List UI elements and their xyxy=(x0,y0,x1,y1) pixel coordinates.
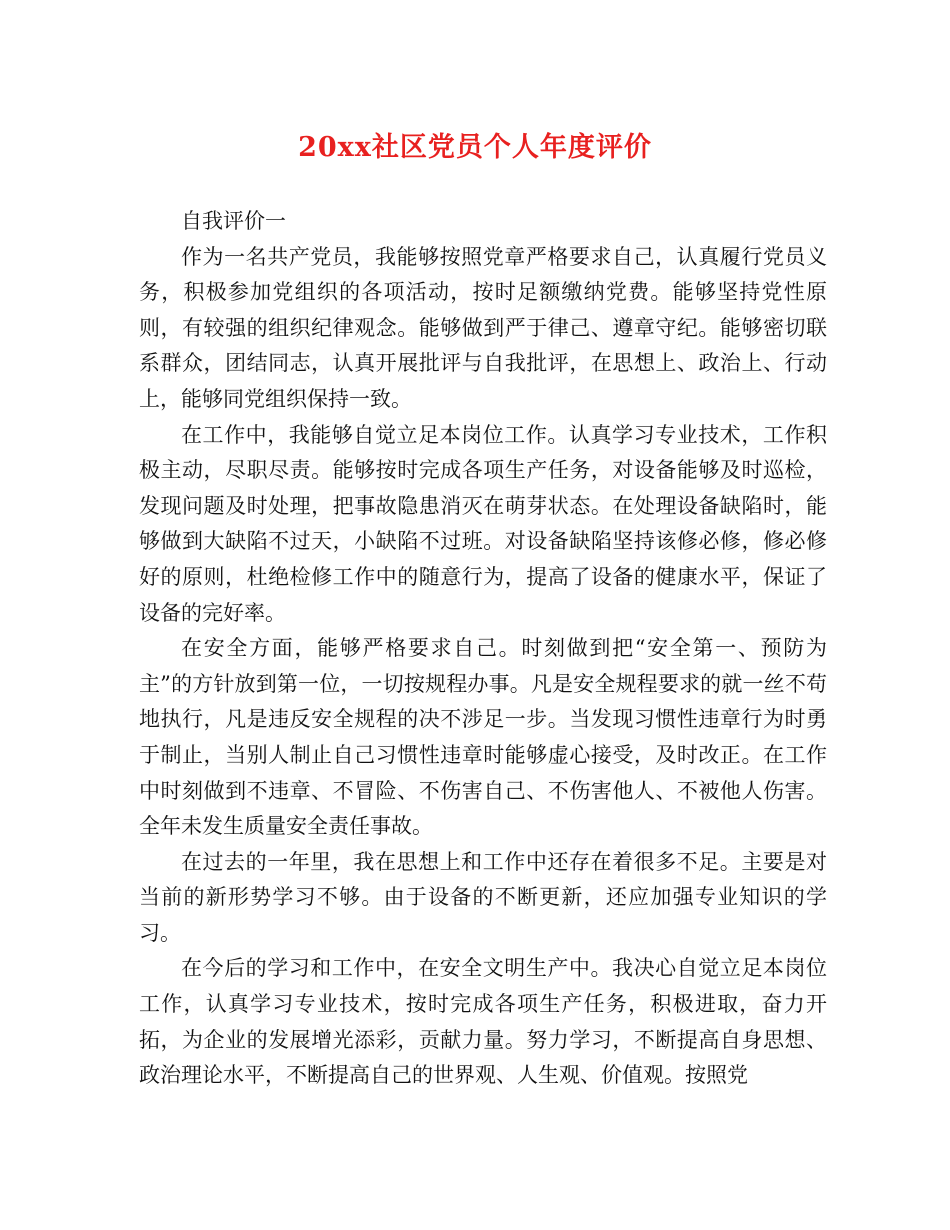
paragraph-future-plans: 在今后的学习和工作中，在安全文明生产中。我决心自觉立足本岗位工作，认真学习专业技术，按时完成各项生产任务，积极进取，奋力开拓，为企业的发展增光添彩，贡献力量。努力学习，不断提高自身思想、政治理论水平，不断提高自己的世界观、人生观、价值观。按照党 xyxy=(139,956,827,1088)
paragraph-work: 在工作中，我能够自觉立足本岗位工作。认真学习专业技术，工作积极主动，尽职尽责。能够按时完成各项生产任务，对设备能够及时巡检，发现问题及时处理，把事故隐患消灭在萌芽状态。在处理设备缺陷时，能够做到大缺陷不过天，小缺陷不过班。对设备缺陷坚持该修必修，修必修好的原则，杜绝检修工作中的随意行为，提高了设备的健康水平，保证了设备的完好率。 xyxy=(139,422,827,625)
document-title: 20xx社区党员个人年度评价 xyxy=(298,132,652,163)
paragraph-safety: 在安全方面，能够严格要求自己。时刻做到把“安全第一、预防为主”的方针放到第一位，一切按规程办事。凡是安全规程要求的就一丝不苟地执行，凡是违反安全规程的决不涉足一步。当发现习惯性违章行为时勇于制止，当别人制止自己习惯性违章时能够虚心接受，及时改正。在工作中时刻做到不违章、不冒险、不伤害自己、不伤害他人、不被他人伤害。全年未发生质量安全责任事故。 xyxy=(139,636,827,839)
paragraph-party-duties: 作为一名共产党员，我能够按照党章严格要求自己，认真履行党员义务，积极参加党组织的各项活动，按时足额缴纳党费。能够坚持党性原则，有较强的组织纪律观念。能够做到严于律己、遵章守纪。能够密切联系群众，团结同志，认真开展批评与自我批评，在思想上、政治上、行动上，能够同党组织保持一致。 xyxy=(139,244,827,411)
paragraph-shortcomings: 在过去的一年里，我在思想上和工作中还存在着很多不足。主要是对当前的新形势学习不够。由于设备的不断更新，还应加强专业知识的学习。 xyxy=(139,849,827,945)
section-label: 自我评价一 xyxy=(181,209,286,233)
document-body xyxy=(139,204,827,1094)
